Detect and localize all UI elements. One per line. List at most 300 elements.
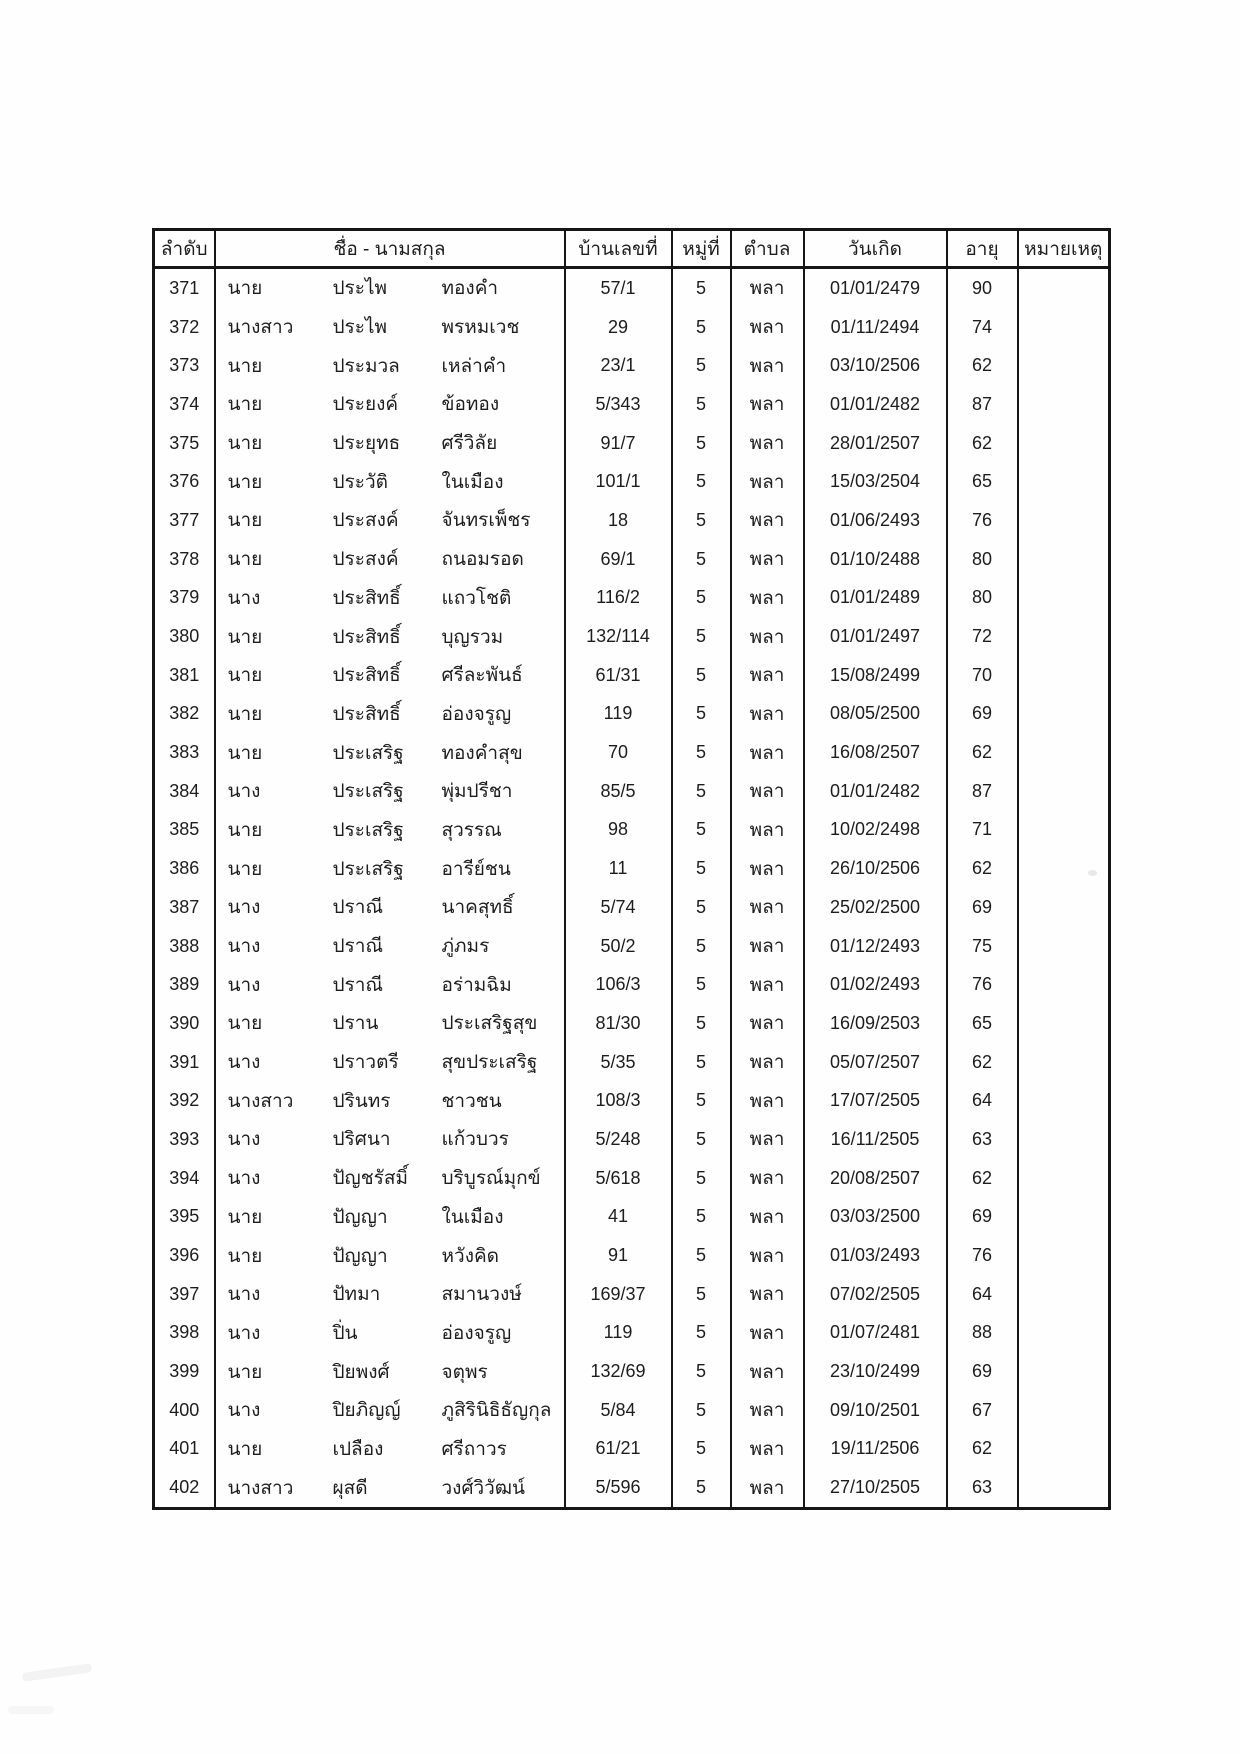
house-no-cell: 23/1 bbox=[565, 346, 672, 385]
age-cell: 65 bbox=[947, 1004, 1018, 1043]
house-no-cell: 106/3 bbox=[565, 965, 672, 1004]
name-cell bbox=[215, 501, 565, 540]
table-row bbox=[154, 733, 1110, 772]
tambon-cell: พลา bbox=[731, 540, 804, 579]
first-name-text: เปลือง bbox=[332, 1438, 384, 1460]
tambon-cell: พลา bbox=[731, 462, 804, 501]
last-name-text: นาคสุทธิ์ bbox=[441, 897, 514, 919]
remark-cell bbox=[1018, 462, 1110, 501]
tambon-cell: พลา bbox=[731, 772, 804, 811]
remark-cell bbox=[1018, 656, 1110, 695]
tambon-cell: พลา bbox=[731, 1352, 804, 1391]
column-header: วันเกิด bbox=[804, 230, 947, 268]
seq-cell: 371 bbox=[154, 268, 215, 308]
remark-cell bbox=[1018, 1236, 1110, 1275]
name-wrap bbox=[216, 1434, 564, 1464]
record-table-body bbox=[154, 268, 1110, 1509]
name-wrap bbox=[216, 738, 564, 768]
house-no-cell: 169/37 bbox=[565, 1275, 672, 1314]
birth-date-cell: 27/10/2505 bbox=[804, 1468, 947, 1508]
last-name-text: ทองคำสุข bbox=[441, 742, 523, 764]
age-cell: 75 bbox=[947, 927, 1018, 966]
seq-cell: 387 bbox=[154, 888, 215, 927]
table-row bbox=[154, 1159, 1110, 1198]
table-row bbox=[154, 1081, 1110, 1120]
name-cell bbox=[215, 927, 565, 966]
first-name-text: ประไพ bbox=[332, 278, 388, 300]
title-text: นาย bbox=[227, 703, 263, 725]
title-text: นาย bbox=[227, 471, 263, 493]
title-text: นาย bbox=[227, 1206, 263, 1228]
title-text: นาง bbox=[227, 974, 261, 996]
tambon-cell: พลา bbox=[731, 888, 804, 927]
moo-cell: 5 bbox=[672, 695, 731, 734]
first-name-text: ประเสริฐ bbox=[332, 819, 404, 841]
remark-cell bbox=[1018, 1120, 1110, 1159]
first-name-text: ประสิทธิ์ bbox=[332, 665, 401, 687]
remark-cell bbox=[1018, 501, 1110, 540]
name-cell bbox=[215, 617, 565, 656]
table-row bbox=[154, 695, 1110, 734]
first-name-text: ปัญญา bbox=[332, 1206, 388, 1228]
column-header: ชื่อ - นามสกุล bbox=[215, 230, 565, 268]
moo-cell: 5 bbox=[672, 1430, 731, 1469]
first-name-text: ประสิทธิ์ bbox=[332, 703, 401, 725]
moo-cell: 5 bbox=[672, 927, 731, 966]
last-name-text: บริบูรณ์มุกข์ bbox=[441, 1168, 541, 1190]
moo-cell: 5 bbox=[672, 849, 731, 888]
house-no-cell: 132/69 bbox=[565, 1352, 672, 1391]
birth-date-cell: 16/11/2505 bbox=[804, 1120, 947, 1159]
first-name-text: ประเสริฐ bbox=[332, 858, 404, 880]
age-cell: 64 bbox=[947, 1081, 1018, 1120]
first-name-text: ประสงค์ bbox=[332, 549, 399, 571]
name-wrap bbox=[216, 1124, 564, 1154]
house-no-cell: 132/114 bbox=[565, 617, 672, 656]
column-header: หมู่ที่ bbox=[672, 230, 731, 268]
name-wrap bbox=[216, 583, 564, 613]
name-wrap bbox=[216, 1008, 564, 1038]
name-wrap bbox=[216, 1357, 564, 1387]
last-name-text: แถวโชติ bbox=[441, 587, 512, 609]
name-cell bbox=[215, 733, 565, 772]
moo-cell: 5 bbox=[672, 385, 731, 424]
age-cell: 71 bbox=[947, 811, 1018, 850]
name-cell bbox=[215, 772, 565, 811]
last-name-text: พรหมเวช bbox=[441, 317, 520, 339]
name-wrap bbox=[216, 970, 564, 1000]
seq-cell: 392 bbox=[154, 1081, 215, 1120]
moo-cell: 5 bbox=[672, 772, 731, 811]
table-row bbox=[154, 772, 1110, 811]
seq-cell: 373 bbox=[154, 346, 215, 385]
seq-cell: 381 bbox=[154, 656, 215, 695]
column-header: ตำบล bbox=[731, 230, 804, 268]
birth-date-cell: 26/10/2506 bbox=[804, 849, 947, 888]
table-row bbox=[154, 617, 1110, 656]
last-name-text: เหล่าคำ bbox=[441, 355, 507, 377]
last-name-text: ในเมือง bbox=[441, 471, 504, 493]
moo-cell: 5 bbox=[672, 1081, 731, 1120]
birth-date-cell: 01/03/2493 bbox=[804, 1236, 947, 1275]
name-wrap bbox=[216, 699, 564, 729]
name-cell bbox=[215, 695, 565, 734]
house-no-cell: 101/1 bbox=[565, 462, 672, 501]
remark-cell bbox=[1018, 695, 1110, 734]
table-row bbox=[154, 346, 1110, 385]
age-cell: 62 bbox=[947, 1430, 1018, 1469]
house-no-cell: 5/84 bbox=[565, 1391, 672, 1430]
moo-cell: 5 bbox=[672, 1004, 731, 1043]
first-name-text: ปิ่น bbox=[332, 1322, 358, 1344]
title-text: นาย bbox=[227, 278, 263, 300]
title-text: นาย bbox=[227, 433, 263, 455]
title-text: นาง bbox=[227, 1168, 261, 1190]
house-no-cell: 69/1 bbox=[565, 540, 672, 579]
title-text: นาง bbox=[227, 1400, 261, 1422]
remark-cell bbox=[1018, 772, 1110, 811]
birth-date-cell: 01/10/2488 bbox=[804, 540, 947, 579]
table-row bbox=[154, 1236, 1110, 1275]
table-row bbox=[154, 888, 1110, 927]
first-name-text: ปริศนา bbox=[332, 1129, 391, 1151]
seq-cell: 400 bbox=[154, 1391, 215, 1430]
last-name-text: วงศ์วิวัฒน์ bbox=[441, 1477, 525, 1499]
table-row bbox=[154, 1275, 1110, 1314]
remark-cell bbox=[1018, 268, 1110, 308]
table-row bbox=[154, 811, 1110, 850]
first-name-text: ปราณี bbox=[332, 897, 384, 919]
table-row bbox=[154, 1314, 1110, 1353]
column-header: ลำดับ bbox=[154, 230, 215, 268]
name-wrap bbox=[216, 428, 564, 458]
seq-cell: 378 bbox=[154, 540, 215, 579]
name-cell bbox=[215, 424, 565, 463]
name-wrap bbox=[216, 892, 564, 922]
house-no-cell: 98 bbox=[565, 811, 672, 850]
seq-cell: 401 bbox=[154, 1430, 215, 1469]
tambon-cell: พลา bbox=[731, 1198, 804, 1237]
title-text: นางสาว bbox=[227, 1477, 294, 1499]
birth-date-cell: 25/02/2500 bbox=[804, 888, 947, 927]
name-wrap bbox=[216, 854, 564, 884]
first-name-text: ปัทมา bbox=[332, 1284, 381, 1306]
first-name-text: ประสิทธิ์ bbox=[332, 626, 401, 648]
table-row bbox=[154, 308, 1110, 347]
last-name-text: พุ่มปรีชา bbox=[441, 781, 513, 803]
last-name-text: จตุพร bbox=[441, 1361, 488, 1383]
tambon-cell: พลา bbox=[731, 308, 804, 347]
birth-date-cell: 01/07/2481 bbox=[804, 1314, 947, 1353]
title-text: นาง bbox=[227, 587, 261, 609]
age-cell: 69 bbox=[947, 1198, 1018, 1237]
name-wrap bbox=[216, 660, 564, 690]
moo-cell: 5 bbox=[672, 1314, 731, 1353]
first-name-text: ผุสดี bbox=[332, 1477, 368, 1499]
name-wrap bbox=[216, 776, 564, 806]
birth-date-cell: 20/08/2507 bbox=[804, 1159, 947, 1198]
moo-cell: 5 bbox=[672, 501, 731, 540]
seq-cell: 393 bbox=[154, 1120, 215, 1159]
first-name-text: ประเสริฐ bbox=[332, 781, 404, 803]
name-wrap bbox=[216, 1086, 564, 1116]
column-header: บ้านเลขที่ bbox=[565, 230, 672, 268]
seq-cell: 390 bbox=[154, 1004, 215, 1043]
tambon-cell: พลา bbox=[731, 1120, 804, 1159]
moo-cell: 5 bbox=[672, 1120, 731, 1159]
seq-cell: 372 bbox=[154, 308, 215, 347]
first-name-text: ปรินทร bbox=[332, 1090, 391, 1112]
first-name-text: ปราน bbox=[332, 1013, 379, 1035]
remark-cell bbox=[1018, 965, 1110, 1004]
remark-cell bbox=[1018, 385, 1110, 424]
moo-cell: 5 bbox=[672, 462, 731, 501]
seq-cell: 389 bbox=[154, 965, 215, 1004]
remark-cell bbox=[1018, 1275, 1110, 1314]
name-cell bbox=[215, 849, 565, 888]
tambon-cell: พลา bbox=[731, 268, 804, 308]
column-header: อายุ bbox=[947, 230, 1018, 268]
name-cell bbox=[215, 462, 565, 501]
tambon-cell: พลา bbox=[731, 1043, 804, 1082]
title-text: นาย bbox=[227, 394, 263, 416]
age-cell: 76 bbox=[947, 501, 1018, 540]
last-name-text: ชาวชน bbox=[441, 1090, 502, 1112]
title-text: นาย bbox=[227, 1245, 263, 1267]
age-cell: 69 bbox=[947, 1352, 1018, 1391]
name-wrap bbox=[216, 1279, 564, 1309]
remark-cell bbox=[1018, 346, 1110, 385]
moo-cell: 5 bbox=[672, 811, 731, 850]
birth-date-cell: 07/02/2505 bbox=[804, 1275, 947, 1314]
name-wrap bbox=[216, 312, 564, 342]
remark-cell bbox=[1018, 811, 1110, 850]
name-wrap bbox=[216, 1047, 564, 1077]
table-row bbox=[154, 656, 1110, 695]
seq-cell: 379 bbox=[154, 579, 215, 618]
first-name-text: ปิยภิญญ์ bbox=[332, 1400, 401, 1422]
remark-cell bbox=[1018, 308, 1110, 347]
table-row bbox=[154, 501, 1110, 540]
name-wrap bbox=[216, 931, 564, 961]
remark-cell bbox=[1018, 927, 1110, 966]
seq-cell: 386 bbox=[154, 849, 215, 888]
birth-date-cell: 10/02/2498 bbox=[804, 811, 947, 850]
title-text: นาย bbox=[227, 1438, 263, 1460]
remark-cell bbox=[1018, 1430, 1110, 1469]
name-cell bbox=[215, 1391, 565, 1430]
last-name-text: หวังคิด bbox=[441, 1245, 500, 1267]
table-row bbox=[154, 579, 1110, 618]
name-cell bbox=[215, 346, 565, 385]
tambon-cell: พลา bbox=[731, 1391, 804, 1430]
remark-cell bbox=[1018, 1468, 1110, 1508]
remark-cell bbox=[1018, 579, 1110, 618]
name-wrap bbox=[216, 622, 564, 652]
moo-cell: 5 bbox=[672, 965, 731, 1004]
moo-cell: 5 bbox=[672, 733, 731, 772]
seq-cell: 397 bbox=[154, 1275, 215, 1314]
moo-cell: 5 bbox=[672, 1275, 731, 1314]
moo-cell: 5 bbox=[672, 1468, 731, 1508]
table-row bbox=[154, 1004, 1110, 1043]
moo-cell: 5 bbox=[672, 1391, 731, 1430]
seq-cell: 385 bbox=[154, 811, 215, 850]
name-cell bbox=[215, 308, 565, 347]
birth-date-cell: 15/08/2499 bbox=[804, 656, 947, 695]
birth-date-cell: 16/09/2503 bbox=[804, 1004, 947, 1043]
birth-date-cell: 03/03/2500 bbox=[804, 1198, 947, 1237]
last-name-text: ภูสิรินิธิธัญกุล bbox=[441, 1400, 552, 1422]
house-no-cell: 119 bbox=[565, 1314, 672, 1353]
age-cell: 87 bbox=[947, 385, 1018, 424]
house-no-cell: 5/74 bbox=[565, 888, 672, 927]
age-cell: 64 bbox=[947, 1275, 1018, 1314]
name-wrap bbox=[216, 389, 564, 419]
remark-cell bbox=[1018, 1043, 1110, 1082]
first-name-text: ประไพ bbox=[332, 317, 388, 339]
moo-cell: 5 bbox=[672, 424, 731, 463]
remark-cell bbox=[1018, 424, 1110, 463]
first-name-text: ประมวล bbox=[332, 355, 400, 377]
age-cell: 80 bbox=[947, 579, 1018, 618]
first-name-text: ปราณี bbox=[332, 974, 384, 996]
birth-date-cell: 16/08/2507 bbox=[804, 733, 947, 772]
title-text: นาย bbox=[227, 742, 263, 764]
birth-date-cell: 15/03/2504 bbox=[804, 462, 947, 501]
seq-cell: 382 bbox=[154, 695, 215, 734]
moo-cell: 5 bbox=[672, 888, 731, 927]
moo-cell: 5 bbox=[672, 540, 731, 579]
birth-date-cell: 01/06/2493 bbox=[804, 501, 947, 540]
birth-date-cell: 01/01/2497 bbox=[804, 617, 947, 656]
age-cell: 67 bbox=[947, 1391, 1018, 1430]
age-cell: 88 bbox=[947, 1314, 1018, 1353]
house-no-cell: 50/2 bbox=[565, 927, 672, 966]
table-row bbox=[154, 849, 1110, 888]
name-wrap bbox=[216, 467, 564, 497]
name-cell bbox=[215, 1120, 565, 1159]
table-row bbox=[154, 1430, 1110, 1469]
house-no-cell: 119 bbox=[565, 695, 672, 734]
scan-artifact bbox=[22, 1663, 93, 1682]
first-name-text: ประยงค์ bbox=[332, 394, 399, 416]
birth-date-cell: 09/10/2501 bbox=[804, 1391, 947, 1430]
seq-cell: 391 bbox=[154, 1043, 215, 1082]
last-name-text: ศรีถาวร bbox=[441, 1438, 507, 1460]
title-text: นาง bbox=[227, 1129, 261, 1151]
name-wrap bbox=[216, 1241, 564, 1271]
age-cell: 80 bbox=[947, 540, 1018, 579]
age-cell: 63 bbox=[947, 1120, 1018, 1159]
age-cell: 63 bbox=[947, 1468, 1018, 1508]
house-no-cell: 5/343 bbox=[565, 385, 672, 424]
birth-date-cell: 05/07/2507 bbox=[804, 1043, 947, 1082]
house-no-cell: 5/35 bbox=[565, 1043, 672, 1082]
last-name-text: ภู่ภมร bbox=[441, 936, 490, 958]
tambon-cell: พลา bbox=[731, 695, 804, 734]
moo-cell: 5 bbox=[672, 1159, 731, 1198]
age-cell: 69 bbox=[947, 888, 1018, 927]
tambon-cell: พลา bbox=[731, 656, 804, 695]
first-name-text: ปิยพงศ์ bbox=[332, 1361, 390, 1383]
name-cell bbox=[215, 1159, 565, 1198]
age-cell: 72 bbox=[947, 617, 1018, 656]
age-cell: 62 bbox=[947, 346, 1018, 385]
tambon-cell: พลา bbox=[731, 501, 804, 540]
tambon-cell: พลา bbox=[731, 1314, 804, 1353]
title-text: นาย bbox=[227, 549, 263, 571]
table-row bbox=[154, 927, 1110, 966]
name-cell bbox=[215, 1275, 565, 1314]
age-cell: 62 bbox=[947, 1159, 1018, 1198]
seq-cell: 395 bbox=[154, 1198, 215, 1237]
tambon-cell: พลา bbox=[731, 1081, 804, 1120]
house-no-cell: 91/7 bbox=[565, 424, 672, 463]
last-name-text: บุญรวม bbox=[441, 626, 504, 648]
table-row bbox=[154, 1391, 1110, 1430]
last-name-text: อ่องจรูญ bbox=[441, 1322, 512, 1344]
title-text: นาย bbox=[227, 819, 263, 841]
remark-cell bbox=[1018, 617, 1110, 656]
moo-cell: 5 bbox=[672, 1236, 731, 1275]
house-no-cell: 108/3 bbox=[565, 1081, 672, 1120]
remark-cell bbox=[1018, 1159, 1110, 1198]
seq-cell: 374 bbox=[154, 385, 215, 424]
name-cell bbox=[215, 888, 565, 927]
age-cell: 87 bbox=[947, 772, 1018, 811]
name-cell bbox=[215, 1430, 565, 1469]
title-text: นาง bbox=[227, 1284, 261, 1306]
title-text: นาย bbox=[227, 665, 263, 687]
title-text: นาย bbox=[227, 510, 263, 532]
last-name-text: สุขประเสริฐ bbox=[441, 1052, 538, 1074]
moo-cell: 5 bbox=[672, 1198, 731, 1237]
age-cell: 62 bbox=[947, 1043, 1018, 1082]
tambon-cell: พลา bbox=[731, 346, 804, 385]
birth-date-cell: 19/11/2506 bbox=[804, 1430, 947, 1469]
last-name-text: ในเมือง bbox=[441, 1206, 504, 1228]
house-no-cell: 57/1 bbox=[565, 268, 672, 308]
age-cell: 74 bbox=[947, 308, 1018, 347]
last-name-text: จันทรเพ็ชร bbox=[441, 510, 531, 532]
house-no-cell: 41 bbox=[565, 1198, 672, 1237]
last-name-text: สมานวงษ์ bbox=[441, 1284, 522, 1306]
first-name-text: ปัญญา bbox=[332, 1245, 388, 1267]
moo-cell: 5 bbox=[672, 308, 731, 347]
last-name-text: ทองคำ bbox=[441, 278, 499, 300]
moo-cell: 5 bbox=[672, 1352, 731, 1391]
house-no-cell: 5/618 bbox=[565, 1159, 672, 1198]
title-text: นางสาว bbox=[227, 1090, 294, 1112]
seq-cell: 375 bbox=[154, 424, 215, 463]
last-name-text: สุวรรณ bbox=[441, 819, 502, 841]
tambon-cell: พลา bbox=[731, 385, 804, 424]
age-cell: 62 bbox=[947, 424, 1018, 463]
age-cell: 69 bbox=[947, 695, 1018, 734]
birth-date-cell: 17/07/2505 bbox=[804, 1081, 947, 1120]
table-row bbox=[154, 462, 1110, 501]
remark-cell bbox=[1018, 1391, 1110, 1430]
birth-date-cell: 28/01/2507 bbox=[804, 424, 947, 463]
house-no-cell: 5/596 bbox=[565, 1468, 672, 1508]
tambon-cell: พลา bbox=[731, 1236, 804, 1275]
house-no-cell: 81/30 bbox=[565, 1004, 672, 1043]
age-cell: 76 bbox=[947, 965, 1018, 1004]
remark-cell bbox=[1018, 1081, 1110, 1120]
title-text: นาย bbox=[227, 626, 263, 648]
first-name-text: ประยุทธ bbox=[332, 433, 401, 455]
